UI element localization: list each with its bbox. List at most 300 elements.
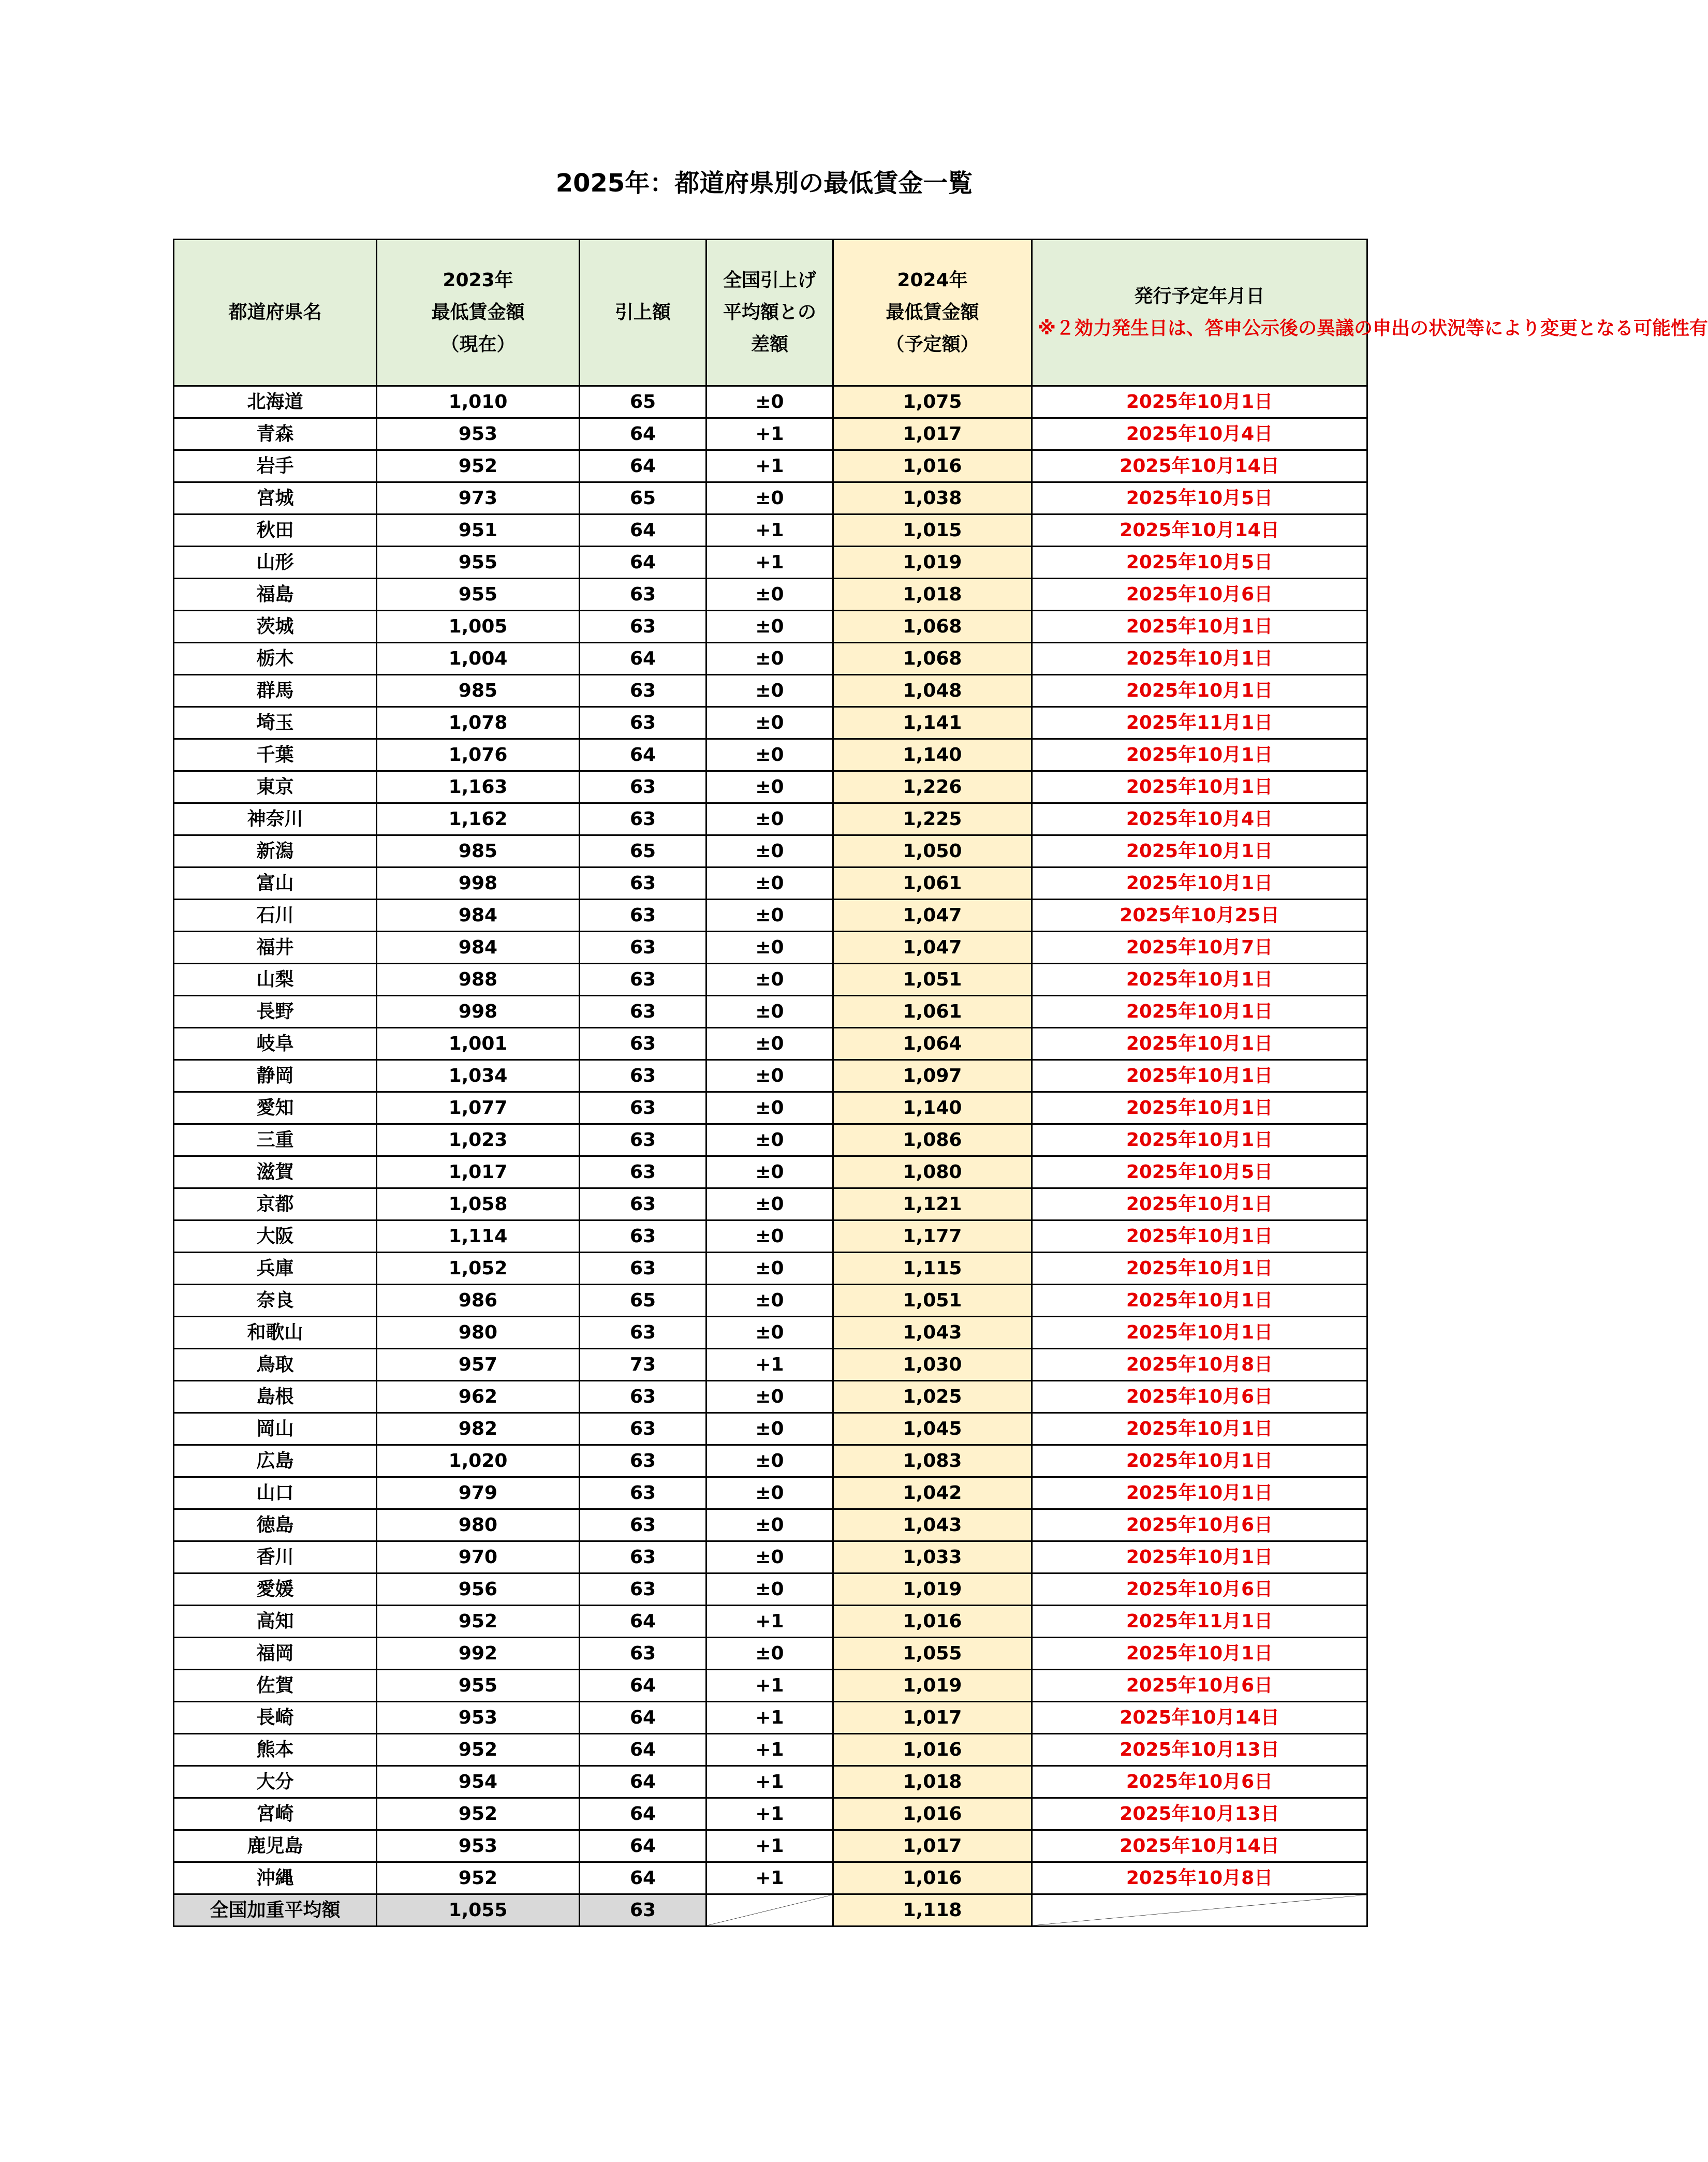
cell-wage2024: 1,016 <box>833 1606 1032 1638</box>
cell-diff: ±0 <box>706 579 833 611</box>
table-row <box>174 1092 1367 1124</box>
footer-w24: 1,118 <box>833 1894 1032 1926</box>
cell-raise: 63 <box>580 1541 706 1573</box>
table-row <box>174 643 1367 675</box>
cell-diff: +1 <box>706 1349 833 1381</box>
cell-date: 2025年10月4日 <box>1032 803 1367 835</box>
cell-date: 2025年10月5日 <box>1032 482 1367 514</box>
cell-date: 2025年10月1日 <box>1032 1028 1367 1060</box>
cell-wage2023: 953 <box>377 1702 580 1734</box>
cell-raise: 64 <box>580 1830 706 1862</box>
cell-raise: 63 <box>580 1156 706 1188</box>
cell-pref: 愛知 <box>174 1092 377 1124</box>
cell-wage2024: 1,051 <box>833 1285 1032 1317</box>
cell-wage2024: 1,061 <box>833 867 1032 900</box>
table-row <box>174 771 1367 803</box>
table-row <box>174 1670 1367 1702</box>
cell-pref: 神奈川 <box>174 803 377 835</box>
diagonal-slash-icon <box>707 1895 832 1925</box>
cell-wage2024: 1,140 <box>833 1092 1032 1124</box>
cell-raise: 63 <box>580 1220 706 1253</box>
cell-wage2023: 1,163 <box>377 771 580 803</box>
cell-wage2023: 955 <box>377 579 580 611</box>
cell-diff: ±0 <box>706 1156 833 1188</box>
cell-raise: 63 <box>580 900 706 932</box>
cell-pref: 大阪 <box>174 1220 377 1253</box>
table-row <box>174 1349 1367 1381</box>
cell-date: 2025年10月1日 <box>1032 1060 1367 1092</box>
cell-diff: +1 <box>706 1734 833 1766</box>
cell-wage2024: 1,019 <box>833 547 1032 579</box>
header-wage2023-line3: （現在） <box>440 334 516 355</box>
cell-raise: 65 <box>580 482 706 514</box>
cell-diff: ±0 <box>706 643 833 675</box>
header-date-note: ※２効力発生日は、答申公示後の異議の申出の状況等により変更となる可能性有 <box>1038 318 1708 339</box>
cell-date: 2025年10月1日 <box>1032 643 1367 675</box>
cell-date: 2025年10月8日 <box>1032 1862 1367 1894</box>
cell-diff: ±0 <box>706 1477 833 1509</box>
table-row <box>174 1413 1367 1445</box>
cell-pref: 群馬 <box>174 675 377 707</box>
cell-pref: 岡山 <box>174 1413 377 1445</box>
cell-raise: 63 <box>580 579 706 611</box>
cell-diff: ±0 <box>706 1028 833 1060</box>
cell-diff: ±0 <box>706 1317 833 1349</box>
cell-wage2023: 1,005 <box>377 611 580 643</box>
cell-wage2024: 1,048 <box>833 675 1032 707</box>
table-row <box>174 1606 1367 1638</box>
cell-diff: +1 <box>706 1606 833 1638</box>
cell-wage2024: 1,068 <box>833 611 1032 643</box>
cell-date: 2025年10月1日 <box>1032 771 1367 803</box>
cell-date: 2025年10月14日 <box>1032 1830 1367 1862</box>
cell-raise: 63 <box>580 771 706 803</box>
table-row <box>174 1028 1367 1060</box>
cell-wage2023: 980 <box>377 1509 580 1541</box>
cell-diff: ±0 <box>706 964 833 996</box>
cell-diff: ±0 <box>706 707 833 739</box>
cell-date: 2025年10月1日 <box>1032 835 1367 867</box>
cell-wage2023: 1,001 <box>377 1028 580 1060</box>
cell-wage2024: 1,017 <box>833 418 1032 450</box>
cell-wage2023: 955 <box>377 1670 580 1702</box>
cell-wage2023: 1,162 <box>377 803 580 835</box>
cell-wage2023: 952 <box>377 1798 580 1830</box>
table-row <box>174 611 1367 643</box>
cell-wage2024: 1,061 <box>833 996 1032 1028</box>
cell-pref: 佐賀 <box>174 1670 377 1702</box>
cell-date: 2025年10月14日 <box>1032 514 1367 547</box>
cell-date: 2025年10月1日 <box>1032 1317 1367 1349</box>
cell-raise: 64 <box>580 1862 706 1894</box>
cell-date: 2025年10月13日 <box>1032 1734 1367 1766</box>
cell-date: 2025年10月1日 <box>1032 1188 1367 1220</box>
cell-wage2024: 1,017 <box>833 1830 1032 1862</box>
cell-wage2024: 1,177 <box>833 1220 1032 1253</box>
cell-wage2024: 1,047 <box>833 932 1032 964</box>
cell-wage2023: 1,034 <box>377 1060 580 1092</box>
cell-raise: 63 <box>580 1509 706 1541</box>
table-row <box>174 1060 1367 1092</box>
cell-wage2024: 1,226 <box>833 771 1032 803</box>
cell-wage2023: 1,023 <box>377 1124 580 1156</box>
cell-diff: ±0 <box>706 803 833 835</box>
header-diff-line3: 差額 <box>750 334 788 355</box>
cell-pref: 埼玉 <box>174 707 377 739</box>
cell-pref: 東京 <box>174 771 377 803</box>
cell-wage2023: 1,017 <box>377 1156 580 1188</box>
cell-pref: 秋田 <box>174 514 377 547</box>
table-row <box>174 1702 1367 1734</box>
cell-raise: 73 <box>580 1349 706 1381</box>
cell-raise: 64 <box>580 514 706 547</box>
cell-wage2023: 962 <box>377 1381 580 1413</box>
cell-diff: +1 <box>706 1830 833 1862</box>
cell-pref: 宮城 <box>174 482 377 514</box>
cell-pref: 愛媛 <box>174 1573 377 1606</box>
header-wage2023-line1: 2023年 <box>443 270 513 291</box>
cell-pref: 沖縄 <box>174 1862 377 1894</box>
cell-date: 2025年10月6日 <box>1032 1573 1367 1606</box>
cell-date: 2025年10月1日 <box>1032 675 1367 707</box>
page-title: 2025年：都道府県別の最低賃金一覧 <box>555 169 973 198</box>
cell-diff: +1 <box>706 514 833 547</box>
cell-raise: 63 <box>580 1413 706 1445</box>
cell-pref: 香川 <box>174 1541 377 1573</box>
header-wage2023 <box>377 240 580 386</box>
cell-pref: 青森 <box>174 418 377 450</box>
cell-date: 2025年11月1日 <box>1032 1606 1367 1638</box>
cell-date: 2025年10月5日 <box>1032 1156 1367 1188</box>
cell-raise: 65 <box>580 835 706 867</box>
cell-wage2024: 1,018 <box>833 1766 1032 1798</box>
cell-wage2023: 1,004 <box>377 643 580 675</box>
cell-diff: +1 <box>706 1798 833 1830</box>
cell-diff: ±0 <box>706 1188 833 1220</box>
cell-wage2024: 1,030 <box>833 1349 1032 1381</box>
cell-wage2023: 986 <box>377 1285 580 1317</box>
cell-wage2024: 1,055 <box>833 1638 1032 1670</box>
cell-wage2023: 988 <box>377 964 580 996</box>
cell-pref: 和歌山 <box>174 1317 377 1349</box>
table-row <box>174 1734 1367 1766</box>
cell-wage2024: 1,016 <box>833 1734 1032 1766</box>
cell-date: 2025年10月1日 <box>1032 1220 1367 1253</box>
cell-date: 2025年10月8日 <box>1032 1349 1367 1381</box>
cell-wage2023: 980 <box>377 1317 580 1349</box>
cell-wage2024: 1,050 <box>833 835 1032 867</box>
cell-raise: 65 <box>580 1285 706 1317</box>
cell-diff: +1 <box>706 547 833 579</box>
table-row <box>174 900 1367 932</box>
cell-date: 2025年10月1日 <box>1032 611 1367 643</box>
cell-date: 2025年10月1日 <box>1032 1092 1367 1124</box>
cell-date: 2025年10月1日 <box>1032 1124 1367 1156</box>
cell-wage2023: 970 <box>377 1541 580 1573</box>
header-wage2024-line3: （予定額） <box>886 334 979 355</box>
table-row <box>174 547 1367 579</box>
cell-pref: 徳島 <box>174 1509 377 1541</box>
cell-raise: 63 <box>580 1028 706 1060</box>
table-row <box>174 1830 1367 1862</box>
header-date <box>1032 240 1708 386</box>
table-row <box>174 1573 1367 1606</box>
cell-pref: 兵庫 <box>174 1253 377 1285</box>
cell-wage2023: 984 <box>377 900 580 932</box>
table-row <box>174 1253 1367 1285</box>
cell-wage2024: 1,225 <box>833 803 1032 835</box>
cell-raise: 63 <box>580 996 706 1028</box>
cell-raise: 63 <box>580 932 706 964</box>
cell-wage2024: 1,042 <box>833 1477 1032 1509</box>
cell-wage2023: 953 <box>377 1830 580 1862</box>
cell-wage2023: 985 <box>377 675 580 707</box>
cell-diff: ±0 <box>706 900 833 932</box>
cell-wage2023: 952 <box>377 1734 580 1766</box>
header-wage2023-line2: 最低賃金額 <box>431 302 525 323</box>
cell-wage2024: 1,043 <box>833 1509 1032 1541</box>
cell-pref: 大分 <box>174 1766 377 1798</box>
cell-raise: 63 <box>580 964 706 996</box>
cell-pref: 富山 <box>174 867 377 900</box>
cell-date: 2025年10月7日 <box>1032 932 1367 964</box>
cell-wage2023: 1,058 <box>377 1188 580 1220</box>
cell-date: 2025年10月13日 <box>1032 1798 1367 1830</box>
header-date-label: 発行予定年月日 <box>1134 286 1265 307</box>
cell-wage2023: 998 <box>377 996 580 1028</box>
table-row <box>174 675 1367 707</box>
cell-date: 2025年10月1日 <box>1032 1638 1367 1670</box>
cell-wage2024: 1,038 <box>833 482 1032 514</box>
cell-date: 2025年10月6日 <box>1032 1381 1367 1413</box>
cell-date: 2025年10月6日 <box>1032 1670 1367 1702</box>
cell-raise: 64 <box>580 643 706 675</box>
cell-date: 2025年10月25日 <box>1032 900 1367 932</box>
table-row <box>174 579 1367 611</box>
table-row <box>174 1638 1367 1670</box>
cell-wage2024: 1,033 <box>833 1541 1032 1573</box>
table-row <box>174 1862 1367 1894</box>
cell-wage2024: 1,047 <box>833 900 1032 932</box>
table-row <box>174 1381 1367 1413</box>
cell-raise: 63 <box>580 1573 706 1606</box>
header-diff-line1: 全国引上げ <box>723 270 816 291</box>
header-row <box>174 240 1367 386</box>
cell-pref: 岐阜 <box>174 1028 377 1060</box>
cell-diff: ±0 <box>706 1541 833 1573</box>
cell-date: 2025年10月1日 <box>1032 1253 1367 1285</box>
cell-date: 2025年10月1日 <box>1032 1285 1367 1317</box>
cell-pref: 福島 <box>174 579 377 611</box>
cell-wage2023: 955 <box>377 547 580 579</box>
cell-wage2023: 992 <box>377 1638 580 1670</box>
cell-raise: 63 <box>580 1253 706 1285</box>
footer-label: 全国加重平均額 <box>174 1894 377 1926</box>
cell-raise: 64 <box>580 739 706 771</box>
cell-wage2023: 956 <box>377 1573 580 1606</box>
table-row <box>174 1477 1367 1509</box>
cell-diff: ±0 <box>706 675 833 707</box>
cell-diff: ±0 <box>706 1509 833 1541</box>
cell-raise: 64 <box>580 1606 706 1638</box>
cell-raise: 64 <box>580 1734 706 1766</box>
cell-pref: 山梨 <box>174 964 377 996</box>
cell-raise: 64 <box>580 1702 706 1734</box>
header-wage2024-line1: 2024年 <box>897 270 968 291</box>
cell-wage2023: 1,076 <box>377 739 580 771</box>
cell-wage2024: 1,068 <box>833 643 1032 675</box>
cell-pref: 鹿児島 <box>174 1830 377 1862</box>
cell-wage2023: 982 <box>377 1413 580 1445</box>
header-diff <box>706 240 833 386</box>
cell-wage2024: 1,016 <box>833 1798 1032 1830</box>
cell-pref: 福井 <box>174 932 377 964</box>
cell-pref: 北海道 <box>174 386 377 418</box>
cell-diff: ±0 <box>706 1285 833 1317</box>
table-row <box>174 1766 1367 1798</box>
cell-pref: 滋賀 <box>174 1156 377 1188</box>
cell-raise: 63 <box>580 803 706 835</box>
table-row <box>174 1188 1367 1220</box>
footer-diff-empty <box>706 1894 833 1926</box>
cell-wage2023: 952 <box>377 1606 580 1638</box>
cell-wage2024: 1,121 <box>833 1188 1032 1220</box>
cell-wage2024: 1,015 <box>833 514 1032 547</box>
table-row <box>174 835 1367 867</box>
cell-wage2024: 1,086 <box>833 1124 1032 1156</box>
footer-w23: 1,055 <box>377 1894 580 1926</box>
cell-pref: 千葉 <box>174 739 377 771</box>
cell-pref: 福岡 <box>174 1638 377 1670</box>
cell-diff: ±0 <box>706 996 833 1028</box>
cell-raise: 65 <box>580 386 706 418</box>
cell-diff: ±0 <box>706 835 833 867</box>
cell-wage2024: 1,019 <box>833 1573 1032 1606</box>
cell-raise: 63 <box>580 867 706 900</box>
cell-diff: +1 <box>706 418 833 450</box>
cell-wage2023: 951 <box>377 514 580 547</box>
cell-diff: ±0 <box>706 482 833 514</box>
table-row <box>174 964 1367 996</box>
cell-wage2023: 984 <box>377 932 580 964</box>
cell-wage2024: 1,043 <box>833 1317 1032 1349</box>
cell-date: 2025年10月14日 <box>1032 450 1367 482</box>
cell-wage2023: 1,020 <box>377 1445 580 1477</box>
cell-pref: 奈良 <box>174 1285 377 1317</box>
cell-date: 2025年10月6日 <box>1032 1509 1367 1541</box>
cell-wage2023: 957 <box>377 1349 580 1381</box>
cell-diff: +1 <box>706 1862 833 1894</box>
cell-date: 2025年10月14日 <box>1032 1702 1367 1734</box>
cell-raise: 64 <box>580 1798 706 1830</box>
cell-date: 2025年10月6日 <box>1032 1766 1367 1798</box>
cell-diff: ±0 <box>706 1445 833 1477</box>
table-row <box>174 1541 1367 1573</box>
table-row <box>174 803 1367 835</box>
cell-diff: ±0 <box>706 1092 833 1124</box>
cell-pref: 島根 <box>174 1381 377 1413</box>
cell-diff: ±0 <box>706 771 833 803</box>
cell-raise: 63 <box>580 675 706 707</box>
cell-wage2024: 1,045 <box>833 1413 1032 1445</box>
cell-raise: 63 <box>580 1477 706 1509</box>
cell-wage2023: 1,114 <box>377 1220 580 1253</box>
footer-row <box>174 1894 1367 1926</box>
cell-wage2024: 1,019 <box>833 1670 1032 1702</box>
cell-diff: ±0 <box>706 867 833 900</box>
diagonal-slash-icon <box>1033 1895 1366 1925</box>
cell-pref: 静岡 <box>174 1060 377 1092</box>
cell-raise: 63 <box>580 1060 706 1092</box>
cell-wage2024: 1,025 <box>833 1381 1032 1413</box>
cell-date: 2025年10月5日 <box>1032 547 1367 579</box>
cell-raise: 63 <box>580 1092 706 1124</box>
cell-wage2024: 1,141 <box>833 707 1032 739</box>
cell-raise: 63 <box>580 707 706 739</box>
cell-wage2024: 1,083 <box>833 1445 1032 1477</box>
cell-pref: 長崎 <box>174 1702 377 1734</box>
table-row <box>174 739 1367 771</box>
table-row <box>174 1317 1367 1349</box>
cell-pref: 山形 <box>174 547 377 579</box>
cell-wage2024: 1,097 <box>833 1060 1032 1092</box>
table-row <box>174 867 1367 900</box>
cell-pref: 岩手 <box>174 450 377 482</box>
cell-wage2023: 1,010 <box>377 386 580 418</box>
cell-date: 2025年10月1日 <box>1032 1413 1367 1445</box>
cell-pref: 広島 <box>174 1445 377 1477</box>
header-wage2024 <box>833 240 1032 386</box>
cell-pref: 山口 <box>174 1477 377 1509</box>
cell-wage2024: 1,080 <box>833 1156 1032 1188</box>
cell-wage2023: 1,078 <box>377 707 580 739</box>
cell-diff: ±0 <box>706 1220 833 1253</box>
cell-pref: 高知 <box>174 1606 377 1638</box>
cell-raise: 64 <box>580 1670 706 1702</box>
table-row <box>174 1798 1367 1830</box>
minimum-wage-table <box>173 239 1708 1927</box>
cell-pref: 宮崎 <box>174 1798 377 1830</box>
header-diff-line2: 平均額との <box>723 302 816 323</box>
cell-raise: 63 <box>580 1638 706 1670</box>
cell-diff: +1 <box>706 450 833 482</box>
table-row <box>174 1220 1367 1253</box>
table-row <box>174 1509 1367 1541</box>
cell-wage2024: 1,064 <box>833 1028 1032 1060</box>
cell-wage2023: 954 <box>377 1766 580 1798</box>
cell-wage2024: 1,051 <box>833 964 1032 996</box>
cell-date: 2025年10月4日 <box>1032 418 1367 450</box>
cell-diff: ±0 <box>706 1573 833 1606</box>
cell-diff: +1 <box>706 1670 833 1702</box>
cell-raise: 63 <box>580 611 706 643</box>
header-wage2024-line2: 最低賃金額 <box>886 302 979 323</box>
table-row <box>174 1285 1367 1317</box>
cell-diff: ±0 <box>706 739 833 771</box>
table-row <box>174 386 1367 418</box>
cell-wage2024: 1,018 <box>833 579 1032 611</box>
table-row <box>174 932 1367 964</box>
footer-raise: 63 <box>580 1894 706 1926</box>
cell-diff: ±0 <box>706 932 833 964</box>
cell-diff: ±0 <box>706 386 833 418</box>
cell-date: 2025年10月1日 <box>1032 386 1367 418</box>
table-row <box>174 482 1367 514</box>
table-row <box>174 418 1367 450</box>
cell-diff: ±0 <box>706 1638 833 1670</box>
cell-date: 2025年10月1日 <box>1032 739 1367 771</box>
cell-diff: ±0 <box>706 1060 833 1092</box>
